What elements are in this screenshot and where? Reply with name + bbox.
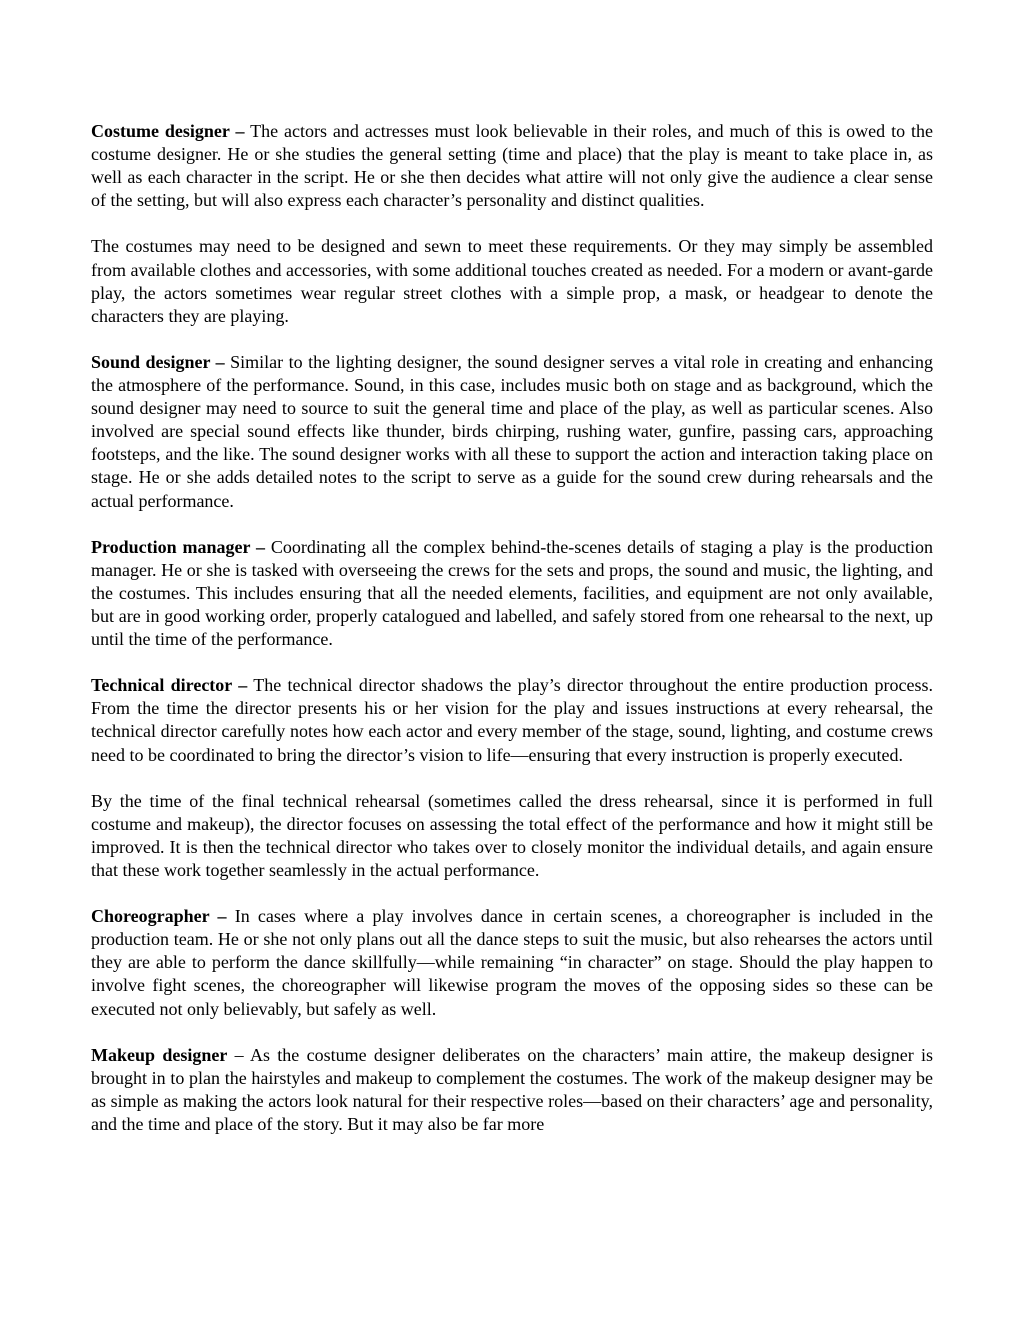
paragraph-choreographer	[91, 905, 933, 1020]
paragraph-text: Similar to the lighting designer, the sound designer serves a vital role in creating and enhancing the atmosphere of the performance. Sound, in this case, includes music both on stage and as background, which the sound designer may need to source to suit the general time and place of the play, as well as particular scenes. Also involved are special sound effects like thunder, birds chirping, rushing water, gunfire, passing cars, approaching footsteps, and the like. The sound designer works with all these to support the action and interaction taking place on stage. He or she adds detailed notes to the script to serve as a guide for the sound crew during rehearsals and the actual performance.	[91, 351, 933, 511]
term-heading: Sound designer	[91, 351, 211, 372]
term-dash: –	[227, 1044, 244, 1065]
paragraph-costume-designer	[91, 120, 933, 212]
term-heading: Production manager	[91, 536, 251, 557]
term-heading: Makeup designer	[91, 1044, 228, 1065]
paragraph-production-manager	[91, 536, 933, 651]
term-heading: Choreographer	[91, 906, 210, 927]
paragraph-text: Coordinating all the complex behind-the-scenes details of staging a play is the production manager. He or she is tasked with overseeing the crews for the sets and props, the sound and music, the lighting, and the costumes. This includes ensuring that all the needed elements, facilities, and equipment are not only available, but are in good working order, properly catalogued and labelled, and safely stored from one rehearsal to the next, up until the time of the performance.	[91, 536, 934, 650]
paragraph-text: As the costume designer deliberates on the characters’ main attire, the makeup designer is brought in to plan the hairstyles and makeup to complement the costumes. The work of the makeup designer may be as simple as making the actors look natural for their respective roles—based on their characters’ age and personality, and the time and place of the story. But it may also be far more	[91, 1044, 934, 1135]
paragraph-technical-director	[91, 674, 933, 766]
term-dash: –	[210, 351, 225, 372]
paragraph-makeup-designer	[91, 1044, 933, 1136]
paragraph-sound-designer	[91, 351, 933, 513]
paragraph-text: By the time of the final technical rehearsal (sometimes called the dress rehearsal, since it is performed in full costume and makeup), the director focuses on assessing the total effect of the performance and how it might still be improved. It is then the technical director who takes over to closely monitor the individual details, and again ensure that these work together seamlessly in the actual performance.	[91, 790, 933, 880]
term-dash: –	[250, 536, 266, 557]
paragraph-costumes	[91, 235, 933, 327]
term-heading: Technical director	[91, 675, 232, 696]
term-dash: –	[231, 675, 248, 696]
term-dash: –	[229, 121, 245, 141]
paragraph-final-rehearsal	[91, 790, 933, 882]
paragraph-text: The technical director shadows the play’s director throughout the entire production process. From the time the director presents his or her vision for the play and issues instructions at every rehearsal, the technical director carefully notes how each actor and every member of the stage, sound, lighting, and costume crews need to be coordinated to bring the director’s vision to life—ensuring that every instruction is properly executed.	[91, 675, 933, 765]
paragraph-text: The costumes may need to be designed and sewn to meet these requirements. Or they may simply be assembled from available clothes and accessories, with some additional touches created as needed. For a modern or avant-garde play, the actors sometimes wear regular street clothes with a simple prop, a mask, or headgear to denote the characters they are playing.	[91, 236, 933, 326]
term-dash: –	[209, 906, 227, 927]
document-page	[91, 120, 933, 1136]
paragraph-text: In cases where a play involves dance in certain scenes, a choreographer is included in the production team. He or she not only plans out all the dance steps to suit the music, but also rehearses the actors until they are able to perform the dance skillfully—while remaining “in character” on stage. Should the play happen to involve fight scenes, the choreographer will likewise program the moves of the opposing sides so these can be executed not only believably, but safely as well.	[91, 906, 933, 1019]
term-heading: Costume designer	[91, 121, 230, 141]
paragraph-text: The actors and actresses must look believable in their roles, and much of this is owed to the costume designer. He or she studies the general setting (time and place) that the play is meant to take place in, as well as each character in the script. He or she then decides what attire will not only give the audience a clear sense of the setting, but will also express each character’s personality and distinct qualities.	[91, 121, 933, 211]
